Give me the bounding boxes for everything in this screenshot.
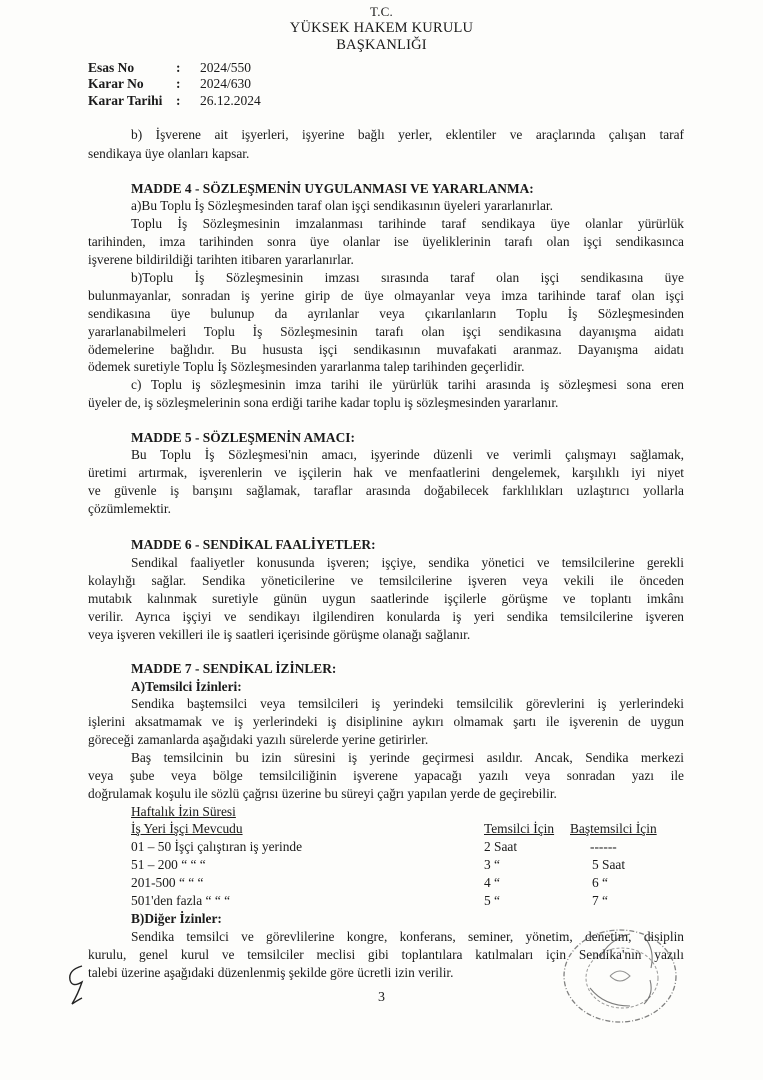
body-line: tarihinden, imza tarihinden sonra üye olanlar ise üyeliklerinin tarafı olan işçi sendikasınca	[88, 234, 684, 249]
header-tc: T.C.	[370, 4, 393, 19]
table-header-representative: Temsilci İçin	[484, 821, 555, 836]
meta-label: Esas No	[88, 60, 135, 75]
article-6-heading: MADDE 6 - SENDİKAL FAALİYETLER:	[131, 537, 376, 552]
body-line: ve güvenle iş barışını sağlamak, taraflar arasında doğabilecek farklılıkları uzlaştırıcı yollarla	[88, 483, 684, 498]
body-line: Toplu İş Sözleşmesinin imzalanması tarihinde taraf sendikaya üye olanlar yürürlük	[131, 216, 684, 231]
table-cell: 2 Saat	[484, 839, 518, 854]
meta-value: 2024/550	[200, 60, 252, 75]
article-5-heading: MADDE 5 - SÖZLEŞMENİN AMACI:	[131, 430, 355, 445]
body-line: c) Toplu iş sözleşmesinin imza tarihi ile yürürlük tarihi arasında iş sözleşmesi sona eren	[131, 377, 684, 392]
body-line: Bu Toplu İş Sözleşmesi'nin amacı, işyerinde düzenli ve verimli çalışmayı sağlamak,	[131, 447, 684, 462]
body-line: Sendika baştemsilci veya temsilcileri iş yerindeki temsilcilik görevlerini iş yerlerindeki	[131, 696, 684, 711]
header-institution: YÜKSEK HAKEM KURULU	[289, 20, 474, 36]
table-cell: 01 – 50 İşçi çalıştıran iş yerinde	[131, 839, 303, 854]
body-line: a)Bu Toplu İş Sözleşmesinden taraf olan işçi sendikasının üyeleri yararlanırlar.	[131, 198, 553, 213]
subsection-a-heading: A)Temsilci İzinleri:	[131, 679, 242, 694]
article-4-heading: MADDE 4 - SÖZLEŞMENİN UYGULANMASI VE YARARLANMA:	[131, 181, 534, 196]
body-line: b) İşverene ait işyerleri, işyerine bağlı yerler, eklentiler ve araçlarında çalışan taraf	[131, 127, 684, 142]
body-line: işlerini aksatmamak ve iş yerlerindeki iş disiplinine aykırı olmamak şartı ile işverenin de uygun	[88, 714, 684, 729]
table-cell: 6 “	[592, 875, 608, 890]
body-line: kolaylığı sağlar. Sendika yöneticilerine ve temsilcilerine işveren veya vekili ile önceden	[88, 573, 684, 588]
meta-karar	[88, 76, 251, 92]
header-presidency: BAŞKANLIĞI	[336, 37, 427, 53]
body-line: sendikaya üye olanları kapsar.	[88, 146, 250, 161]
body-line: veya şube veya bölge temsilciliğinin işverene yapacağı yazılı veya sonradan yazı ile	[88, 768, 684, 783]
body-line: işverene bildirildiği tarihten itibaren yararlanırlar.	[88, 252, 354, 267]
official-stamp-icon	[550, 918, 690, 1028]
table-header-workers: İş Yeri İşçi Mevcudu	[131, 821, 243, 836]
meta-label: Karar No	[88, 76, 144, 91]
table-cell: 5 Saat	[592, 857, 626, 872]
body-line: göreceği zamanlarda aşağıdaki yazılı sürelerde yerine getirirler.	[88, 732, 429, 747]
table-title: Haftalık İzin Süresi	[131, 804, 236, 819]
meta-karar-tarihi	[88, 93, 261, 109]
meta-value: 2024/630	[200, 76, 252, 91]
table-cell: 4 “	[484, 875, 500, 890]
meta-sep: :	[176, 76, 181, 91]
body-line: Baş temsilcinin bu izin süresini iş yerinde geçirmesi asıldır. Ancak, Sendika merkezi	[131, 750, 684, 765]
article-7-heading: MADDE 7 - SENDİKAL İZİNLER:	[131, 661, 337, 676]
table-cell: 201-500 “ “ “	[131, 875, 204, 890]
meta-value: 26.12.2024	[200, 93, 261, 108]
body-line: bulunmayanlar, sonradan iş yerine girip de üye olmayanlar veya imza tarihinde taraf olan işçi	[88, 288, 684, 303]
body-line: Sendika temsilci ve görevlilerine kongre, konferans, seminer, yönetim, denetim, disiplin	[131, 929, 684, 944]
signature-icon	[60, 960, 100, 1010]
page-number: 3	[378, 990, 385, 1005]
table-cell: 51 – 200 “ “ “	[131, 857, 206, 872]
meta-sep: :	[176, 60, 181, 75]
table-cell: 5 “	[484, 893, 500, 908]
body-line: ödemelerine bağlıdır. Bu hususta işçi sendikasının muvafakati aranmaz. Dayanışma aidatı	[88, 342, 684, 357]
body-line: üyeler de, iş sözleşmelerinin sona erdiği tarihe kadar toplu iş sözleşmesinden yararlanır.	[88, 395, 559, 410]
table-cell: 3 “	[484, 857, 500, 872]
body-line: kurulu, genel kurul ve temsilciler meclisi gibi toplantılara katılmaları için Sendika'nın yazılı	[88, 947, 684, 962]
table-cell: ------	[590, 839, 617, 854]
body-line: verilir. Ayrıca işçiyi ve sendikayı ilgilendiren konularda iş yeri sendika temsilcilerine işveren	[88, 609, 684, 624]
table-header-head-representative: Baştemsilci İçin	[570, 821, 657, 836]
body-line: çözümlemektir.	[88, 501, 171, 516]
body-line: ödemek suretiyle Toplu İş Sözleşmesinden yararlanma talep tarihinden geçerlidir.	[88, 359, 525, 374]
subsection-b-heading: B)Diğer İzinler:	[131, 911, 222, 926]
body-line: Sendikal faaliyetler konusunda işveren; işçiye, sendika yönetici ve temsilcilerine gerekli	[131, 555, 684, 570]
body-line: sendikasına üye bulunup da ayrılanlar veya çıkarılanların Toplu İş Sözleşmesinden	[88, 306, 684, 321]
body-line: veya işveren vekilleri ile iş saatleri içerisinde görüşme olanağı sağlanır.	[88, 627, 471, 642]
meta-sep: :	[176, 93, 181, 108]
body-line: üretimi artırmak, işverenlerin ve işçilerin hak ve menfaatlerini dengelemek, karşılıklı iyi niyet	[88, 465, 684, 480]
meta-label: Karar Tarihi	[88, 93, 163, 108]
table-cell: 501'den fazla “ “ “	[131, 893, 231, 908]
meta-esas	[88, 60, 251, 76]
body-line: mutabık kalınmak suretiyle günün uygun saatlerinde işçilerle görüşme ve toplantı imkânı	[88, 591, 684, 606]
body-line: talebi üzerine aşağıdaki düzenlenmiş şekilde göre ücretli izin verilir.	[88, 965, 454, 980]
table-cell: 7 “	[592, 893, 608, 908]
body-line: doğrulamak koşulu ile sözlü çağrısı üzerine bu süreyi çağrı yapılan yerde de geçirebilir.	[88, 786, 557, 801]
body-line: yararlanabilmeleri Toplu İş Sözleşmesinin tarafı olan işçi sendikasına dayanışma aidatı	[88, 324, 684, 339]
body-line: b)Toplu İş Sözleşmesinin imzası sırasında taraf olan işçi sendikasına üye	[131, 270, 684, 285]
